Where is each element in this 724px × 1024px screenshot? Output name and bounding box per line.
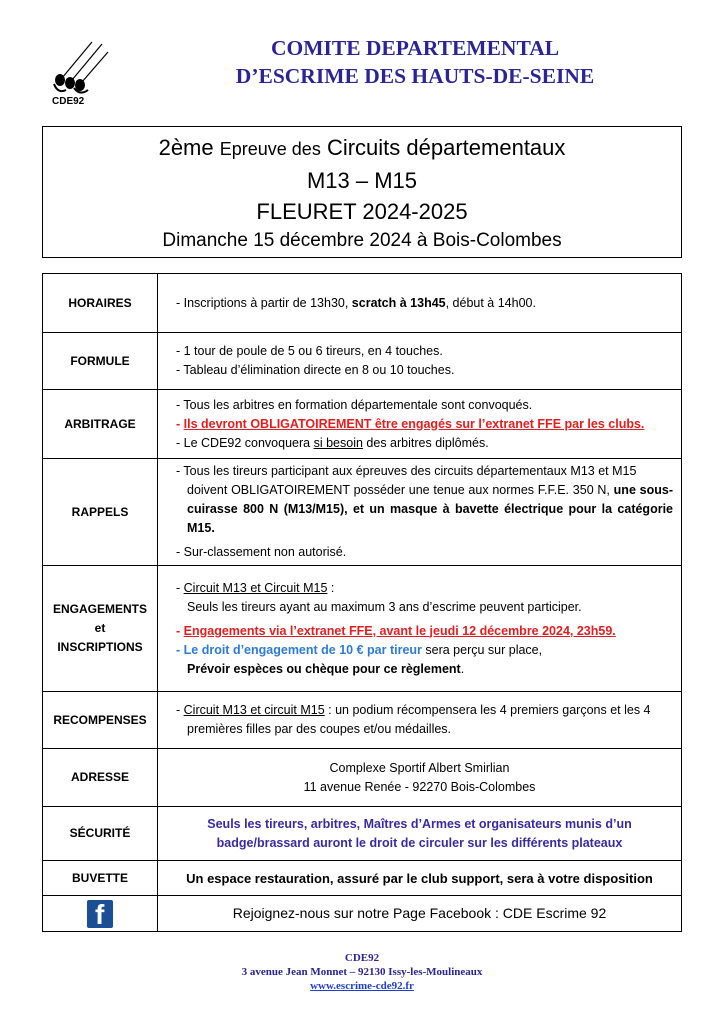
eng-3-fee: Le droit d’engagement de 10 € par tireur [183, 642, 422, 657]
row-securite [43, 807, 682, 861]
rappels-1b-text: doivent OBLIGATOIREMENT posséder une tenue aux normes F.F.E. 350 N, [187, 483, 614, 497]
info-table [42, 273, 682, 932]
arbitrage-item-1: - Tous les arbitres en formation départementale sont convoqués. [176, 397, 533, 412]
recompenses-line-2: premières filles par des coupes et/ou médailles. [187, 722, 452, 736]
label-rappels: RAPPELS [43, 459, 158, 566]
horaires-text-3: , début à 14h00. [445, 295, 536, 310]
facebook-cell [43, 896, 158, 932]
label-formule: FORMULE [43, 333, 158, 390]
cde92-logo [40, 38, 110, 108]
footer-org: CDE92 [344, 952, 380, 964]
content-buvette: Un espace restauration, assuré par le club support, sera à votre disposition [158, 861, 682, 896]
engagements-item-3-sub [176, 660, 673, 679]
footer-website-link[interactable]: www.escrime-cde92.fr [310, 980, 414, 992]
rappels-item-1b [176, 481, 673, 538]
arbitrage-item-3 [176, 434, 673, 453]
securite-line-1: Seuls les tireurs, arbitres, Maîtres d’Armes et organisateurs munis d’un [207, 816, 632, 831]
engagements-item-1 [176, 579, 673, 598]
fencers-logo-icon [40, 38, 110, 108]
content-engagements [158, 566, 682, 692]
adresse-street: 11 avenue Renée - 92270 Bois-Colombes [303, 779, 536, 794]
content-formule [158, 333, 682, 390]
rappels-1c-bold: une sous-cuirasse 800 N (M13/M15), et un masque à bavette électrique pour la catégorie M15. [187, 483, 673, 535]
eng-2-deadline: Engagements via l’extranet FFE, avant le jeudi 12 décembre 2024, 23h59. [183, 623, 616, 638]
footer [0, 951, 724, 993]
event-categories: M13 – M15 [306, 168, 418, 193]
row-facebook [43, 896, 682, 932]
page-title [150, 34, 680, 90]
rappels-item-2: - Sur-classement non autorisé. [176, 545, 347, 559]
arbitrage-item-2 [176, 415, 673, 434]
adresse-venue: Complexe Sportif Albert Smirlian [329, 760, 510, 775]
row-rappels [43, 459, 682, 566]
arbitrage-3a: - Le CDE92 convoquera [176, 435, 314, 450]
row-buvette [43, 861, 682, 896]
content-horaires [158, 274, 682, 333]
event-epreuve: Epreuve des [219, 139, 321, 159]
eng-3-dash: - [176, 642, 184, 657]
event-rank: 2ème [158, 135, 214, 160]
rec-text: : un podium récompensera les 4 premiers garçons et les 4 [324, 703, 651, 717]
eng-3-end: . [460, 661, 465, 676]
arbitrage-3b: si besoin [313, 435, 363, 450]
label-engagements-2: et [94, 621, 106, 635]
footer-address: 3 avenue Jean Monnet – 92130 Issy-les-Moulineaux [241, 966, 483, 978]
label-horaires: HORAIRES [43, 274, 158, 333]
eng-1-dash: - [176, 580, 184, 595]
arbitrage-warning: Ils devront OBLIGATOIREMENT être engagés sur l’extranet FFE par les clubs. [183, 416, 645, 431]
label-recompenses: RECOMPENSES [43, 692, 158, 749]
event-circuits: Circuits départementaux [326, 135, 566, 160]
arbitrage-3c: des arbitres diplômés. [362, 435, 489, 450]
eng-3-payment: Prévoir espèces ou chèque pour ce règlement [187, 661, 461, 676]
row-adresse [43, 749, 682, 807]
label-securite: SÉCURITÉ [43, 807, 158, 861]
eng-1-end: : [327, 580, 335, 595]
event-line-1 [43, 132, 681, 165]
row-recompenses [43, 692, 682, 749]
engagements-item-1-sub: Seuls les tireurs ayant au maximum 3 ans d’escrime peuvent participer. [187, 599, 582, 614]
title-line-2: D’ESCRIME DES HAUTS-DE-SEINE [235, 64, 595, 88]
event-weapon-season: FLEURET 2024-2025 [256, 199, 468, 224]
rec-dash: - [176, 703, 184, 717]
row-arbitrage [43, 390, 682, 459]
label-engagements-1: ENGAGEMENTS [52, 602, 147, 616]
facebook-icon[interactable]: f [87, 900, 113, 928]
content-adresse [158, 749, 682, 807]
formule-item-1: - 1 tour de poule de 5 ou 6 tireurs, en 4 touches. [176, 344, 443, 358]
row-formule [43, 333, 682, 390]
content-securite [158, 807, 682, 861]
rappels-item-1a: - Tous les tireurs participant aux épreuves des circuits départementaux M13 et M15 [176, 464, 637, 478]
formule-item-2: - Tableau d’élimination directe en 8 ou 10 touches. [176, 363, 455, 377]
content-recompenses [158, 692, 682, 749]
event-date: Dimanche 15 décembre 2024 à Bois-Colombes [162, 230, 562, 251]
horaires-scratch: scratch à 13h45 [351, 295, 446, 310]
content-facebook: Rejoignez-nous sur notre Page Facebook : CDE Escrime 92 [158, 896, 682, 932]
recompenses-line-1 [176, 701, 673, 720]
eng-3-text: sera perçu sur place, [421, 642, 543, 657]
label-arbitrage: ARBITRAGE [43, 390, 158, 459]
securite-line-2: badge/brassard auront le droit de circuler sur les différents plateaux [216, 835, 623, 850]
row-horaires [43, 274, 682, 333]
label-engagements-3: INSCRIPTIONS [57, 640, 143, 654]
arbitrage-dash: - [176, 416, 184, 431]
row-engagements [43, 566, 682, 692]
content-rappels [158, 459, 682, 566]
event-box [42, 126, 682, 258]
rec-circuits: Circuit M13 et circuit M15 [183, 703, 325, 717]
label-adresse: ADRESSE [43, 749, 158, 807]
content-arbitrage [158, 390, 682, 459]
eng-1-circuits: Circuit M13 et Circuit M15 [183, 580, 328, 595]
label-engagements [43, 566, 158, 692]
eng-2-dash: - [176, 623, 184, 638]
title-line-1: COMITE DEPARTEMENTAL [270, 36, 560, 60]
engagements-item-3 [176, 641, 673, 660]
horaires-text-1: - Inscriptions à partir de 13h30, [176, 295, 352, 310]
label-buvette: BUVETTE [43, 861, 158, 896]
logo-text: CDE92 [52, 96, 85, 107]
engagements-item-2 [176, 622, 673, 641]
